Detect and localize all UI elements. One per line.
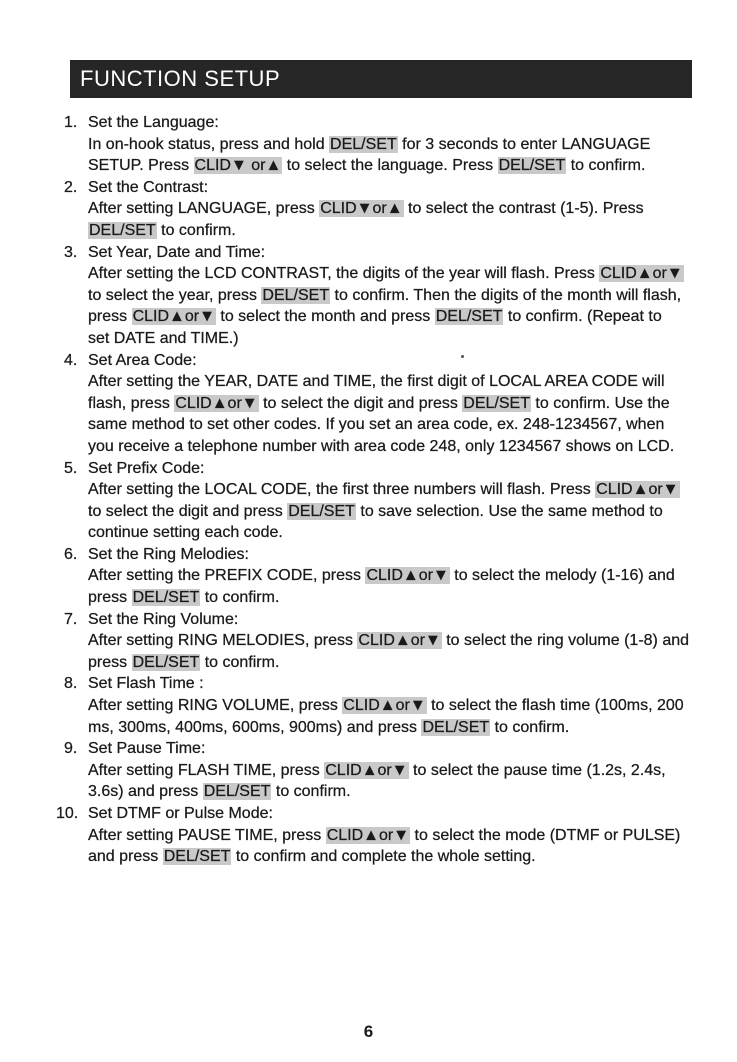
key-label-highlight: CLID▼ or▲: [194, 157, 282, 175]
step-heading: Set Area Code:: [88, 351, 197, 369]
print-speck: [461, 355, 464, 358]
step-text: After setting FLASH TIME, press: [88, 761, 325, 779]
step-heading: Set the Ring Melodies:: [88, 545, 249, 563]
step-number: 4.: [64, 351, 78, 369]
step-text-line: [88, 565, 716, 587]
key-label-highlight: CLID▲or▼: [325, 761, 408, 779]
step-item: [56, 350, 716, 458]
step-text: to select the flash time (100ms, 200: [426, 697, 684, 715]
key-label-highlight: CLID▲or▼: [366, 567, 449, 585]
step-text: After setting the LCD CONTRAST, the digits of the year will flash. Press: [88, 265, 600, 283]
step-text: After setting the YEAR, DATE and TIME, the first digit of LOCAL AREA CODE will: [88, 373, 665, 391]
step-text: you receive a telephone number with area code 248, only 1234567 shows on LCD.: [88, 437, 675, 455]
step-item: [56, 177, 716, 242]
instruction-list: [56, 112, 716, 868]
step-text: press: [88, 653, 132, 671]
step-item: [56, 544, 716, 609]
step-text: In on-hook status, press and hold: [88, 135, 330, 153]
step-item: [56, 242, 716, 350]
step-text-line: [88, 371, 716, 393]
step-number: 7.: [64, 610, 78, 628]
step-text: press: [88, 308, 132, 326]
step-text: to select the pause time (1.2s, 2.4s,: [408, 761, 666, 779]
step-text-line: [88, 328, 716, 350]
key-label-highlight: CLID▲or▼: [358, 632, 441, 650]
step-heading: Set the Contrast:: [88, 178, 209, 196]
step-item: [56, 738, 716, 803]
step-item: [56, 458, 716, 544]
step-text: same method to set other codes. If you set an area code, ex. 248-1234567, when: [88, 416, 665, 434]
step-text: to select the language. Press: [282, 157, 498, 175]
step-text: to select the year, press: [88, 286, 262, 304]
step-text: to select the digit and press: [258, 394, 463, 412]
key-label-highlight: CLID▲or▼: [132, 308, 215, 326]
step-text-line: [88, 695, 716, 717]
step-heading: Set Pause Time:: [88, 740, 206, 758]
key-label-highlight: DEL/SET: [330, 135, 397, 153]
key-label-highlight: CLID▲or▼: [596, 481, 679, 499]
step-text: to confirm.: [156, 221, 236, 239]
step-number: 6.: [64, 545, 78, 563]
step-text-line: [88, 155, 716, 177]
step-heading: Set Flash Time :: [88, 675, 204, 693]
step-text: After setting RING MELODIES, press: [88, 632, 358, 650]
step-text: After setting RING VOLUME, press: [88, 697, 343, 715]
step-number: 9.: [64, 740, 78, 758]
section-title: FUNCTION SETUP: [80, 66, 281, 91]
step-item: [56, 112, 716, 177]
step-item: [56, 673, 716, 738]
page-number: 6: [363, 1022, 374, 1041]
key-label-highlight: DEL/SET: [203, 783, 271, 801]
step-text: After setting PAUSE TIME, press: [88, 826, 326, 844]
step-text-line: [88, 479, 716, 501]
step-text: to select the contrast (1-5). Press: [403, 200, 644, 218]
step-text: set DATE and TIME.): [88, 329, 239, 347]
step-text: to confirm.: [271, 783, 351, 801]
step-heading: Set Year, Date and Time:: [88, 243, 266, 261]
key-label-highlight: CLID▼or▲: [320, 200, 403, 218]
step-text-line: [88, 522, 716, 544]
key-label-highlight: CLID▲or▼: [600, 265, 683, 283]
key-label-highlight: DEL/SET: [288, 502, 355, 520]
key-label-highlight: DEL/SET: [435, 308, 503, 326]
step-text: After setting the PREFIX CODE, press: [88, 567, 366, 585]
step-text: to select the ring volume (1-8) and: [441, 632, 690, 650]
step-heading: Set Prefix Code:: [88, 459, 205, 477]
step-heading: Set the Ring Volume:: [88, 610, 239, 628]
step-item: [56, 803, 716, 868]
step-text-line: [88, 393, 716, 415]
section-title-banner: [70, 60, 692, 98]
step-text-line: [88, 587, 716, 609]
step-text-line: [88, 285, 716, 307]
key-label-highlight: DEL/SET: [498, 157, 566, 175]
step-number: 10.: [56, 805, 79, 822]
step-text-line: [88, 652, 716, 674]
key-label-highlight: DEL/SET: [463, 394, 530, 412]
key-label-highlight: DEL/SET: [422, 718, 490, 736]
key-label-highlight: DEL/SET: [163, 848, 231, 866]
step-text-line: [88, 134, 716, 156]
step-text: SETUP. Press: [88, 157, 194, 175]
step-text: to select the month and press: [215, 308, 435, 326]
step-text: ms, 300ms, 400ms, 600ms, 900ms) and press: [88, 718, 422, 736]
key-label-highlight: DEL/SET: [89, 221, 156, 239]
step-number: 2.: [64, 178, 78, 196]
key-label-highlight: CLID▲or▼: [343, 697, 426, 715]
step-number: 3.: [64, 243, 78, 261]
step-text-line: [88, 198, 716, 220]
step-heading: Set DTMF or Pulse Mode:: [88, 805, 273, 822]
step-number: 1.: [64, 114, 78, 131]
step-text: to select the digit and press: [88, 502, 288, 520]
step-text-line: [88, 630, 716, 652]
step-text-line: [88, 414, 716, 436]
step-number: 8.: [64, 675, 78, 693]
step-item: [56, 609, 716, 674]
step-text: to confirm and complete the whole setting.: [231, 848, 536, 866]
step-text: to confirm.: [490, 718, 570, 736]
step-text: for 3 seconds to enter LANGUAGE: [397, 135, 651, 153]
key-label-highlight: DEL/SET: [132, 589, 200, 607]
key-label-highlight: DEL/SET: [132, 653, 200, 671]
step-text-line: [88, 501, 716, 523]
step-text: to confirm.: [200, 653, 280, 671]
step-text-line: [88, 436, 716, 458]
step-text: to confirm.: [200, 589, 280, 607]
step-text-line: [88, 306, 716, 328]
step-text: to confirm.: [566, 157, 646, 175]
step-text-line: [88, 717, 716, 739]
step-text: to confirm. (Repeat to: [503, 308, 662, 326]
step-text: 3.6s) and press: [88, 783, 203, 801]
step-heading: Set the Language:: [88, 114, 219, 131]
step-text: to save selection. Use the same method to: [355, 502, 663, 520]
key-label-highlight: CLID▲or▼: [175, 394, 258, 412]
step-text: press: [88, 589, 132, 607]
step-text: continue setting each code.: [88, 524, 283, 542]
step-number: 5.: [64, 459, 78, 477]
step-text-line: [88, 825, 716, 847]
step-text-line: [88, 760, 716, 782]
step-text-line: [88, 263, 716, 285]
step-text-line: [88, 220, 716, 242]
step-text: to confirm. Then the digits of the month will flash,: [330, 286, 682, 304]
step-text: and press: [88, 848, 163, 866]
step-text: After setting LANGUAGE, press: [88, 200, 320, 218]
step-text: After setting the LOCAL CODE, the first three numbers will flash. Press: [88, 481, 596, 499]
step-text-line: [88, 846, 716, 868]
step-text-line: [88, 781, 716, 803]
key-label-highlight: CLID▲or▼: [326, 826, 410, 844]
step-text: to select the mode (DTMF or PULSE): [410, 826, 681, 844]
step-text: to select the melody (1-16) and: [449, 567, 675, 585]
step-text: to confirm. Use the: [530, 394, 670, 412]
step-text: flash, press: [88, 394, 175, 412]
key-label-highlight: DEL/SET: [262, 286, 330, 304]
